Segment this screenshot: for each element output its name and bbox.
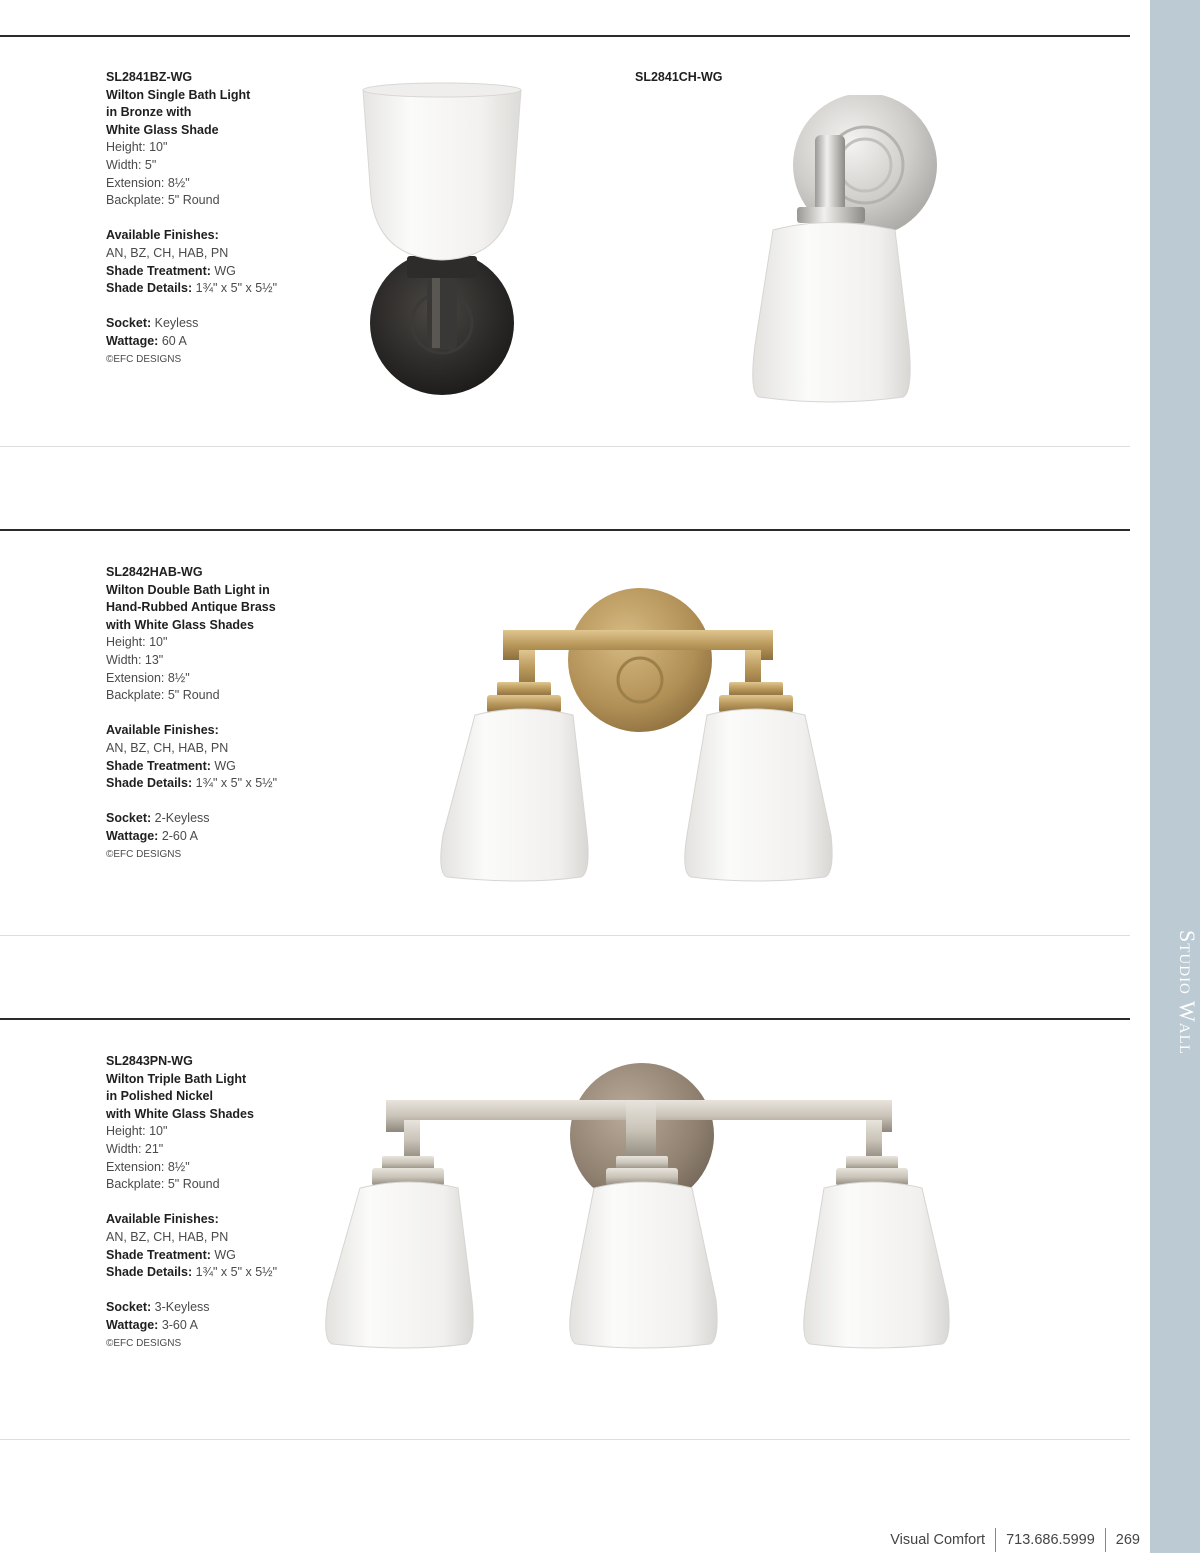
product-sku: SL2843PN-WG [106, 1054, 193, 1068]
copyright: ©EFC DESIGNS [106, 1337, 182, 1349]
finishes-value: AN, BZ, CH, HAB, PN [106, 740, 229, 755]
dimension-height: Height: 10" [106, 140, 168, 155]
finishes-value: AN, BZ, CH, HAB, PN [106, 245, 229, 260]
dimension-height: Height: 10" [106, 1124, 168, 1139]
section-divider [0, 446, 1130, 447]
shade-treatment: Shade Treatment: WG [106, 263, 236, 278]
product-spec-sl2841 [106, 69, 336, 368]
copyright: ©EFC DESIGNS [106, 353, 182, 365]
product-name-line: with White Glass Shades [106, 1106, 254, 1121]
finishes-value: AN, BZ, CH, HAB, PN [106, 1229, 229, 1244]
dimension-width: Width: 13" [106, 652, 164, 667]
socket: Socket: Keyless [106, 316, 199, 331]
product-spec-sl2843 [106, 1053, 336, 1352]
shade-details: Shade Details: 1¾" x 5" x 5½" [106, 1265, 278, 1280]
product-name-line: Wilton Triple Bath Light [106, 1071, 247, 1086]
dimension-height: Height: 10" [106, 635, 168, 650]
section-divider [0, 935, 1130, 936]
dimension-extension: Extension: 8½" [106, 175, 190, 190]
footer-separator [995, 1528, 996, 1552]
wattage: Wattage: 2-60 A [106, 828, 198, 843]
footer-phone: 713.686.5999 [1006, 1532, 1095, 1548]
shade-details: Shade Details: 1¾" x 5" x 5½" [106, 281, 278, 296]
product-sku: SL2842HAB-WG [106, 565, 203, 579]
finishes-label: Available Finishes: [106, 723, 219, 738]
product-image-chrome-single [745, 95, 945, 405]
product-name-line: in Polished Nickel [106, 1089, 213, 1104]
dimension-backplate: Backplate: 5" Round [106, 193, 220, 208]
product-name-line: Wilton Double Bath Light in [106, 582, 270, 597]
dimension-backplate: Backplate: 5" Round [106, 688, 220, 703]
product-sku: SL2841BZ-WG [106, 70, 193, 84]
finishes-label: Available Finishes: [106, 228, 219, 243]
variant-sku-label: SL2841CH-WG [635, 70, 723, 84]
socket: Socket: 2-Keyless [106, 811, 210, 826]
product-spec-sl2842 [106, 564, 336, 863]
product-name-line: Hand-Rubbed Antique Brass [106, 600, 276, 615]
product-name-line: with White Glass Shades [106, 617, 254, 632]
copyright: ©EFC DESIGNS [106, 848, 182, 860]
product-name-line: Wilton Single Bath Light [106, 87, 251, 102]
dimension-extension: Extension: 8½" [106, 670, 190, 685]
wattage: Wattage: 60 A [106, 333, 187, 348]
shade-treatment: Shade Treatment: WG [106, 758, 236, 773]
finishes-label: Available Finishes: [106, 1212, 219, 1227]
dimension-width: Width: 5" [106, 157, 157, 172]
section-rule [0, 1018, 1130, 1020]
side-band [1150, 0, 1200, 1553]
product-name-line: in Bronze with [106, 105, 192, 120]
section-rule [0, 35, 1130, 37]
dimension-backplate: Backplate: 5" Round [106, 1177, 220, 1192]
shade-treatment: Shade Treatment: WG [106, 1247, 236, 1262]
product-image-brass-double [435, 585, 845, 885]
section-title: Studio Wall [1175, 930, 1200, 1055]
socket: Socket: 3-Keyless [106, 1300, 210, 1315]
footer-brand: Visual Comfort [890, 1532, 986, 1548]
footer-separator [1105, 1528, 1106, 1552]
section-rule [0, 529, 1130, 531]
wattage: Wattage: 3-60 A [106, 1317, 198, 1332]
section-divider [0, 1439, 1130, 1440]
page-number: 269 [1115, 1532, 1140, 1548]
shade-details: Shade Details: 1¾" x 5" x 5½" [106, 776, 278, 791]
dimension-width: Width: 21" [106, 1141, 164, 1156]
product-name-line: White Glass Shade [106, 122, 219, 137]
page-footer [890, 1528, 1140, 1552]
dimension-extension: Extension: 8½" [106, 1159, 190, 1174]
product-image-nickel-triple [320, 1060, 970, 1350]
product-image-bronze-single [355, 78, 530, 408]
